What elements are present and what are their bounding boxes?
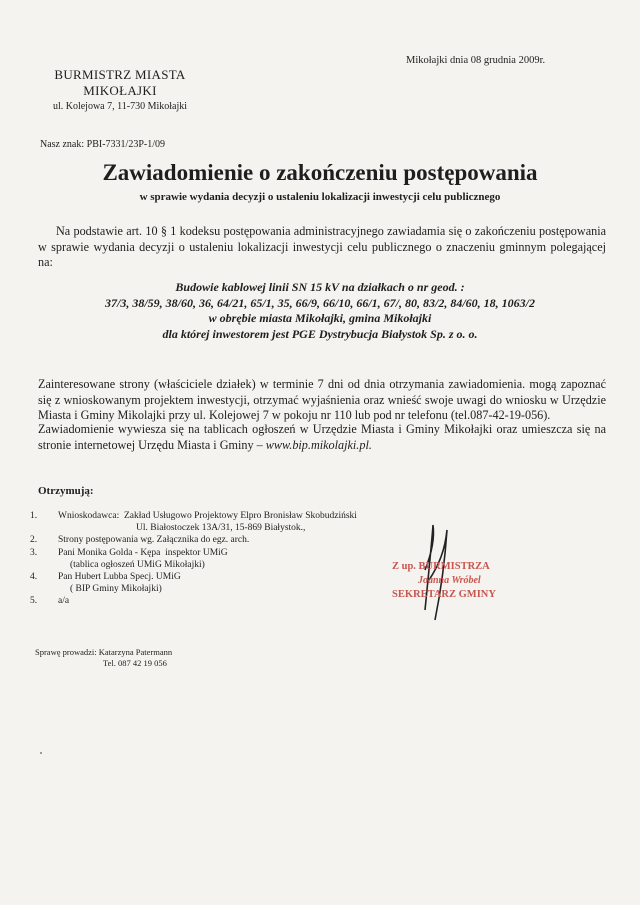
- document-date: Mikołajki dnia 08 grudnia 2009r.: [406, 55, 546, 66]
- list-item: 4. Pan Hubert Lubba Specj. UMiG: [30, 572, 181, 583]
- document-subtitle: w sprawie wydania decyzji o ustaleniu lokalizacji inwestycji celu publicznego: [139, 191, 501, 203]
- issuer-block: [30, 67, 210, 115]
- investment-description: [30, 280, 610, 342]
- list-item: Ul. Białostoczek 13A/31, 15-869 Białystok.,: [136, 523, 306, 534]
- list-item: 5. a/a: [30, 596, 70, 607]
- paragraph-parties: Zainteresowane strony (właściciele działek) w terminie 7 dni od dnia otrzymania zawiadomienia. mogą zapoznać się z wnioskowanym projektem inwestycji, otrzymać wyjaśnienia oraz wnieść swoje uwagi do wniosku w Urzędzie Miasta i Gminy Mikolajki przy ul. Kolejowej 7 w pokoju nr 110 lub pod nr telefonu (tel.087-42-19-056).: [38, 377, 606, 422]
- list-item: ( BIP Gminy Mikołajki): [70, 584, 162, 595]
- bip-link[interactable]: www.bip.mikolajki.pl.: [265, 437, 372, 452]
- stamp-name: Joanna Wróbel: [418, 575, 481, 586]
- list-item: 1. Wnioskodawca: Zakład Usługowo Projektowy Elpro Bronisław Skobudziński: [30, 511, 357, 521]
- prepared-by: [35, 647, 172, 669]
- stamp-authority: Z up. BURMISTRZA: [392, 561, 490, 572]
- official-stamp: [392, 560, 496, 602]
- paragraph-intro: Na podstawie art. 10 § 1 kodeksu postępowania administracyjnego zawiadamia się o zakończeniu postępowania w sprawie wydania decyzji o ustaleniu lokalizacji inwestycji celu publicznego o znaczeniu gminnym polegającej na:: [38, 224, 606, 269]
- notice-text: Zawiadomienie wywiesza się na tablicach ogłoszeń w Urzędzie Miasta i Gminy Mikołajki oraz umieszcza się na stronie internetowej Urzędu Miasta i Gminy –: [38, 422, 606, 452]
- investment-line: Budowie kablowej linii SN 15 kV na działkach o nr geod. :: [175, 280, 465, 294]
- investment-investor: dla której inwestorem jest PGE Dystrybucja Białystok Sp. z o. o.: [162, 326, 478, 341]
- issuer-city: MIKOŁAJKI: [83, 83, 157, 98]
- paragraph-notice: [38, 422, 606, 453]
- document-title: Zawiadomienie o zakończeniu postępowania: [102, 160, 538, 185]
- recipients-heading: Otrzymują:: [38, 485, 94, 497]
- investment-parcels: 37/3, 38/59, 38/60, 36, 64/21, 65/1, 35, 66/9, 66/10, 66/1, 67/, 80, 83/2, 84/60, 18, 1063/2: [104, 295, 535, 310]
- investment-location: w obrębie miasta Mikołajki, gmina Mikołajki: [208, 311, 432, 325]
- reference-number: Nasz znak: PBI-7331/23P-1/09: [40, 139, 165, 150]
- scan-mark: [40, 752, 42, 754]
- list-item: 2. Strony postępowania wg. Załącznika do egz. arch.: [30, 535, 250, 546]
- list-item: (tablica ogłoszeń UMiG Mikołajki): [70, 559, 205, 570]
- prepared-by-phone: Tel. 087 42 19 056: [103, 658, 167, 668]
- list-item: 3. Pani Monika Golda - Kępa inspektor UMiG: [30, 547, 228, 558]
- recipients-list: [30, 510, 357, 608]
- issuer-title: BURMISTRZ MIASTA: [54, 67, 186, 82]
- stamp-position: SEKRETARZ GMINY: [392, 589, 496, 600]
- prepared-by-name: Sprawę prowadzi: Katarzyna Patermann: [35, 647, 173, 657]
- issuer-address: ul. Kolejowa 7, 11-730 Mikołajki: [52, 101, 188, 112]
